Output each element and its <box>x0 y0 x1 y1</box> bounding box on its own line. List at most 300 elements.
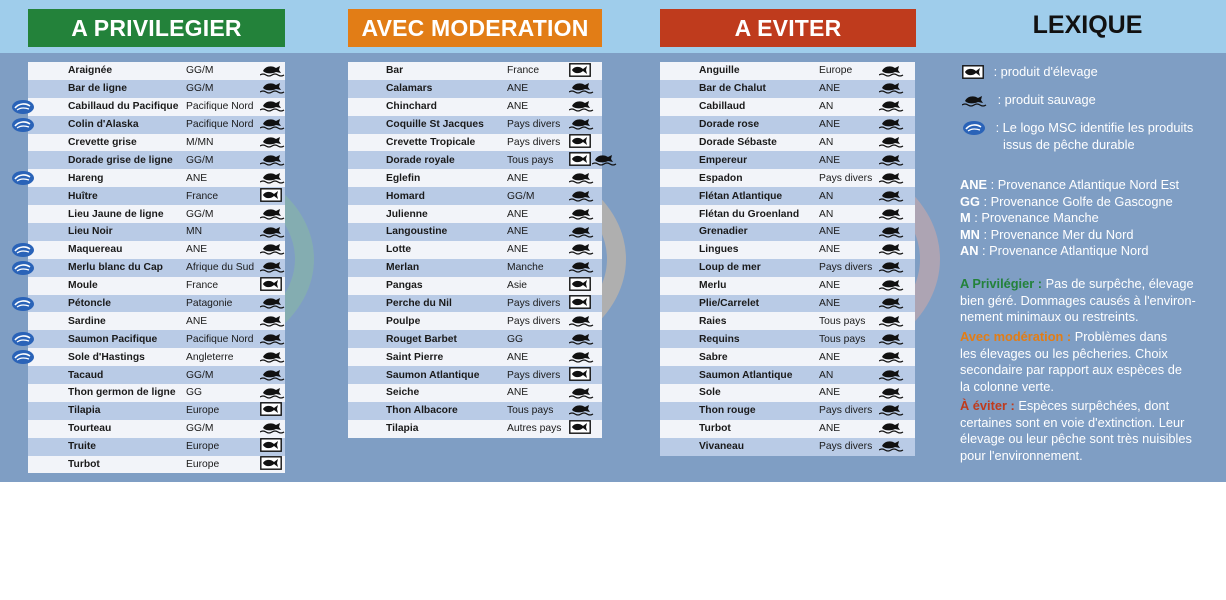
table-row <box>348 80 602 98</box>
origin: Pays divers <box>507 137 561 148</box>
table-row <box>660 116 915 134</box>
table-row <box>348 259 602 277</box>
table-row <box>348 402 602 420</box>
species-name: Vivaneau <box>699 441 745 453</box>
table-row <box>28 169 285 187</box>
origin: Pacifique Nord <box>186 101 254 113</box>
production-icons <box>260 403 283 419</box>
species-name: Flétan Atlantique <box>699 190 783 202</box>
origin: Pacifique Nord <box>186 333 254 345</box>
production-icons <box>260 99 287 115</box>
wild-fish-icon <box>879 313 905 330</box>
species-name: Lotte <box>386 244 412 256</box>
origin-code-text: : Provenance Atlantique Nord <box>978 243 1149 258</box>
wild-fish-icon <box>962 93 994 108</box>
wild-fish-icon <box>260 349 286 366</box>
def-privilegier-label: A Privilégier : <box>960 276 1043 291</box>
species-name: Rouget Barbet <box>386 333 457 345</box>
production-icons <box>260 367 287 383</box>
origin: Afrique du Sud <box>186 262 255 274</box>
farmed-fish-icon <box>569 295 591 312</box>
species-name: Langoustine <box>386 226 448 238</box>
wild-fish-icon <box>260 331 286 348</box>
wild-fish-icon <box>260 224 286 241</box>
species-name: Moule <box>68 280 98 292</box>
table-row <box>348 330 602 348</box>
table-row <box>348 62 602 80</box>
production-icons <box>879 188 906 204</box>
species-name: Tourteau <box>68 423 112 435</box>
table-row <box>660 295 915 313</box>
origin: ANE <box>507 387 529 399</box>
production-icons <box>569 206 596 222</box>
production-icons <box>569 349 596 365</box>
def-moderation-line-1: Problèmes dans <box>1071 329 1168 344</box>
species-name: Flétan du Groenland <box>699 208 800 220</box>
table-row <box>28 348 285 366</box>
def-privilegier-line-2: bien géré. Dommages causés à l'environ- <box>960 292 1196 308</box>
production-icons <box>879 99 906 115</box>
species-name: Seiche <box>386 387 420 399</box>
species-name: Poulpe <box>386 315 421 327</box>
wild-fish-icon <box>569 402 595 419</box>
table-row <box>348 169 602 187</box>
species-name: Maquereau <box>68 244 123 256</box>
species-name: Pétoncle <box>68 298 111 310</box>
species-name: Dorade royale <box>386 154 455 166</box>
origin: ANE <box>507 351 529 363</box>
origin: Pays divers <box>819 441 873 453</box>
species-name: Pangas <box>386 280 423 292</box>
wild-fish-icon <box>260 116 286 133</box>
production-icons <box>569 81 596 97</box>
table-row <box>660 98 915 116</box>
origin: ANE <box>507 226 529 238</box>
origin-code-line <box>960 243 1179 260</box>
production-icons <box>260 152 287 168</box>
origin: ANE <box>507 83 529 95</box>
table-row <box>660 348 915 366</box>
production-icons <box>569 385 596 401</box>
origin: ANE <box>507 208 529 220</box>
species-name: Raies <box>699 315 727 327</box>
species-name: Turbot <box>699 423 731 435</box>
table-row <box>660 80 915 98</box>
table-row <box>28 438 285 456</box>
origin: France <box>507 65 540 77</box>
species-name: Huître <box>68 190 98 202</box>
origin: GG/M <box>507 190 535 202</box>
wild-fish-icon <box>569 98 595 115</box>
origin: ANE <box>819 423 841 435</box>
table-row <box>660 205 915 223</box>
production-icons <box>260 313 287 329</box>
origin: Autres pays <box>507 423 562 435</box>
production-icons <box>879 260 906 276</box>
wild-fish-icon <box>260 170 286 187</box>
species-name: Homard <box>386 190 425 202</box>
wild-fish-icon <box>260 134 286 151</box>
table-moderation <box>348 62 602 438</box>
table-row <box>28 420 285 438</box>
table-row <box>348 187 602 205</box>
origin: Asie <box>507 280 528 292</box>
farmed-fish-icon <box>260 456 282 473</box>
origin: GG/M <box>186 208 214 220</box>
species-name: Plie/Carrelet <box>699 298 760 310</box>
origin: Pays divers <box>819 172 873 184</box>
production-icons <box>260 81 287 97</box>
species-name: Tacaud <box>68 369 104 381</box>
species-name: Sole <box>699 387 721 399</box>
farmed-fish-icon <box>260 277 282 294</box>
farmed-fish-icon <box>569 152 591 169</box>
origin: ANE <box>819 83 841 95</box>
species-name: Calamars <box>386 83 433 95</box>
wild-fish-icon <box>569 80 595 97</box>
table-eviter <box>660 62 915 456</box>
production-icons <box>879 63 906 79</box>
table-row <box>28 98 285 116</box>
production-icons <box>879 349 906 365</box>
species-name: Tilapia <box>68 405 101 417</box>
species-name: Turbot <box>68 459 100 471</box>
wild-fish-icon <box>879 241 905 258</box>
table-row <box>348 366 602 384</box>
production-icons <box>569 403 596 419</box>
origin: Pays divers <box>507 369 561 381</box>
wild-fish-icon <box>879 402 905 419</box>
table-row <box>660 366 915 384</box>
wild-fish-icon <box>260 241 286 258</box>
origin: Tous pays <box>507 405 554 417</box>
wild-fish-icon <box>879 259 905 276</box>
production-icons <box>879 81 906 97</box>
def-moderation <box>960 329 1182 395</box>
production-icons <box>879 421 906 437</box>
origin-code: MN <box>960 226 980 242</box>
origin: AN <box>819 101 834 113</box>
origin: Pays divers <box>507 298 561 310</box>
wild-fish-icon <box>569 206 595 223</box>
origin-code: ANE <box>960 177 988 192</box>
production-icons <box>569 135 592 151</box>
production-icons <box>879 439 906 455</box>
legend-msc-label-2: issus de pêche durable <box>1003 137 1135 153</box>
species-name: Loup de mer <box>699 262 761 274</box>
species-name: Sole d'Hastings <box>68 351 145 363</box>
def-moderation-line-2: les élevages ou les pêcheries. Choix <box>960 345 1168 361</box>
farmed-fish-icon <box>569 63 591 80</box>
legend-msc <box>962 120 1193 154</box>
table-row <box>660 402 915 420</box>
def-privilegier-line-1: Pas de surpêche, élevage <box>1042 276 1194 291</box>
def-privilegier-line-3: nement minimaux ou restreints. <box>960 309 1139 324</box>
species-name: Truite <box>68 441 97 453</box>
table-row <box>28 205 285 223</box>
legend-farmed <box>962 64 1098 81</box>
farmed-fish-icon <box>569 134 591 151</box>
species-name: Anguille <box>699 65 740 77</box>
header-privilegier: A PRIVILEGIER <box>28 9 285 47</box>
table-row <box>660 330 915 348</box>
origin: ANE <box>819 351 841 363</box>
table-row <box>28 456 285 474</box>
species-name: Requins <box>699 333 740 345</box>
msc-logo-icon <box>962 120 992 137</box>
def-eviter-line-3: élevage ou leur pêche sont très nuisibles <box>960 431 1192 446</box>
production-icons <box>879 170 906 186</box>
origin-codes <box>960 177 1179 260</box>
table-privilegier <box>28 62 285 473</box>
species-name: Colin d'Alaska <box>68 119 139 131</box>
table-row <box>28 151 285 169</box>
wild-fish-icon <box>569 259 595 276</box>
wild-fish-icon <box>879 63 905 80</box>
origin-code: M <box>960 210 971 225</box>
origin-code-text: : Provenance Mer du Nord <box>979 226 1134 242</box>
origin-code: AN <box>960 243 979 258</box>
wild-fish-icon <box>569 170 595 187</box>
production-icons <box>879 152 906 168</box>
def-moderation-label: Avec modération : <box>960 329 1072 344</box>
table-row <box>660 312 915 330</box>
table-row <box>348 348 602 366</box>
production-icons <box>260 260 287 276</box>
wild-fish-icon <box>569 188 595 205</box>
origin: GG/M <box>186 423 214 435</box>
origin-code-line <box>960 227 1179 244</box>
production-icons <box>569 421 592 437</box>
wild-fish-icon <box>260 80 286 97</box>
msc-logo-icon <box>11 170 33 185</box>
table-row <box>28 384 285 402</box>
species-name: Merlu blanc du Cap <box>68 262 163 274</box>
production-icons <box>879 135 906 151</box>
species-name: Thon rouge <box>699 405 756 417</box>
production-icons <box>879 385 906 401</box>
farmed-fish-icon <box>569 277 591 294</box>
production-icons <box>569 188 596 204</box>
table-row <box>348 384 602 402</box>
table-row <box>28 259 285 277</box>
wild-fish-icon <box>569 385 595 402</box>
production-icons <box>260 117 287 133</box>
origin: Pays divers <box>507 315 561 327</box>
origin: Tous pays <box>819 315 866 327</box>
production-icons <box>260 278 283 294</box>
production-icons <box>260 135 287 151</box>
production-icons <box>879 206 906 222</box>
species-name: Araignée <box>68 65 113 77</box>
legend-wild <box>962 92 1096 109</box>
wild-fish-icon <box>260 98 286 115</box>
def-privilegier <box>960 276 1196 326</box>
species-name: Crevette grise <box>68 137 137 148</box>
table-row <box>28 80 285 98</box>
origin: AN <box>819 369 834 381</box>
species-name: Bar de Chalut <box>699 83 766 95</box>
production-icons <box>260 296 287 312</box>
table-row <box>660 420 915 438</box>
header-moderation: AVEC MODERATION <box>348 9 602 47</box>
production-icons <box>569 224 596 240</box>
table-row <box>348 241 602 259</box>
species-name: Crevette Tropicale <box>386 137 476 148</box>
origin: GG/M <box>186 83 214 95</box>
wild-fish-icon <box>260 385 286 402</box>
wild-fish-icon <box>879 98 905 115</box>
msc-logo-icon <box>11 99 33 114</box>
species-name: Bar de ligne <box>68 83 127 95</box>
production-icons <box>879 331 906 347</box>
production-icons <box>260 349 287 365</box>
table-row <box>28 241 285 259</box>
wild-fish-icon <box>879 152 905 169</box>
table-row <box>28 187 285 205</box>
species-name: Thon Albacore <box>386 405 458 417</box>
origin-code-line <box>960 177 1179 194</box>
production-icons <box>569 260 596 276</box>
farmed-fish-icon <box>569 420 591 437</box>
origin: GG/M <box>186 369 214 381</box>
production-icons <box>260 439 283 455</box>
table-row <box>348 151 602 169</box>
origin: Pays divers <box>507 119 561 131</box>
def-eviter-line-1: Espèces surpêchées, dont <box>1014 398 1170 413</box>
table-row <box>660 277 915 295</box>
wild-fish-icon <box>569 313 595 330</box>
wild-fish-icon <box>879 170 905 187</box>
wild-fish-icon <box>569 116 595 133</box>
origin-code-line <box>960 194 1179 211</box>
origin: ANE <box>819 119 841 131</box>
def-eviter-line-2: certaines sont en voie d'extinction. Leur <box>960 414 1185 430</box>
production-icons <box>260 457 283 473</box>
production-icons <box>260 188 283 204</box>
production-icons <box>569 152 619 168</box>
table-row <box>348 116 602 134</box>
origin: ANE <box>186 172 208 184</box>
table-row <box>660 134 915 152</box>
legend-farmed-label: : produit d'élevage <box>993 64 1098 79</box>
species-name: Grenadier <box>699 226 748 238</box>
species-name: Saint Pierre <box>386 351 444 363</box>
table-row <box>660 169 915 187</box>
table-row <box>348 134 602 152</box>
table-row <box>28 295 285 313</box>
legend-msc-label-1: : Le logo MSC identifie les produits <box>995 120 1194 135</box>
species-name: Lingues <box>699 244 739 256</box>
production-icons <box>260 170 287 186</box>
origin: Manche <box>507 262 544 274</box>
species-name: Lieu Noir <box>68 226 113 238</box>
origin-code-line <box>960 210 1179 227</box>
species-name: Merlan <box>386 262 420 274</box>
origin: Tous pays <box>819 333 866 345</box>
wild-fish-icon <box>260 63 286 80</box>
farmed-fish-icon <box>569 367 591 384</box>
wild-fish-icon <box>260 295 286 312</box>
wild-fish-icon <box>569 241 595 258</box>
species-name: Bar <box>386 65 404 77</box>
production-icons <box>260 421 287 437</box>
production-icons <box>260 206 287 222</box>
production-icons <box>569 242 596 258</box>
origin: France <box>186 190 219 202</box>
table-row <box>348 420 602 438</box>
production-icons <box>260 224 287 240</box>
legend-wild-label: : produit sauvage <box>997 92 1096 107</box>
origin: ANE <box>507 172 529 184</box>
origin: Europe <box>819 65 853 77</box>
production-icons <box>260 331 287 347</box>
origin: ANE <box>507 244 529 256</box>
def-eviter-label: À éviter : <box>960 398 1015 413</box>
table-row <box>28 134 285 152</box>
production-icons <box>569 278 592 294</box>
wild-fish-icon <box>260 152 286 169</box>
species-name: Sardine <box>68 315 106 327</box>
table-row <box>660 438 915 456</box>
wild-fish-icon <box>569 331 595 348</box>
origin: Tous pays <box>507 154 554 166</box>
origin: AN <box>819 190 834 202</box>
wild-fish-icon <box>879 349 905 366</box>
wild-fish-icon <box>879 438 905 455</box>
table-row <box>28 277 285 295</box>
wild-fish-icon <box>569 349 595 366</box>
origin: ANE <box>819 298 841 310</box>
table-row <box>348 312 602 330</box>
origin: Pays divers <box>819 405 873 417</box>
msc-logo-icon <box>11 331 33 346</box>
origin-code-text: : Provenance Manche <box>970 210 1099 225</box>
origin: GG/M <box>186 154 214 166</box>
wild-fish-icon <box>879 116 905 133</box>
wild-fish-icon <box>260 259 286 276</box>
table-row <box>348 205 602 223</box>
origin: GG/M <box>186 65 214 77</box>
wild-fish-icon <box>879 134 905 151</box>
origin-code-text: : Provenance Golfe de Gascogne <box>979 193 1173 209</box>
production-icons <box>879 296 906 312</box>
table-row <box>28 116 285 134</box>
msc-logo-icon <box>11 296 33 311</box>
production-icons <box>569 63 592 79</box>
species-name: Dorade grise de ligne <box>68 154 173 166</box>
production-icons <box>879 367 906 383</box>
wild-fish-icon <box>260 367 286 384</box>
wild-fish-icon <box>879 295 905 312</box>
production-icons <box>569 170 596 186</box>
def-moderation-line-3: secondaire par rapport aux espèces de <box>960 362 1182 377</box>
species-name: Saumon Pacifique <box>68 333 158 345</box>
origin: Europe <box>186 405 220 417</box>
table-row <box>28 62 285 80</box>
origin: GG <box>507 333 524 345</box>
origin: Europe <box>186 441 220 453</box>
table-row <box>28 312 285 330</box>
species-name: Julienne <box>386 208 428 220</box>
origin: ANE <box>819 244 841 256</box>
table-row <box>660 62 915 80</box>
production-icons <box>260 385 287 401</box>
origin: ANE <box>507 101 529 113</box>
header-eviter: A EVITER <box>660 9 916 47</box>
species-name: Sabre <box>699 351 728 363</box>
farmed-fish-icon <box>260 402 282 419</box>
